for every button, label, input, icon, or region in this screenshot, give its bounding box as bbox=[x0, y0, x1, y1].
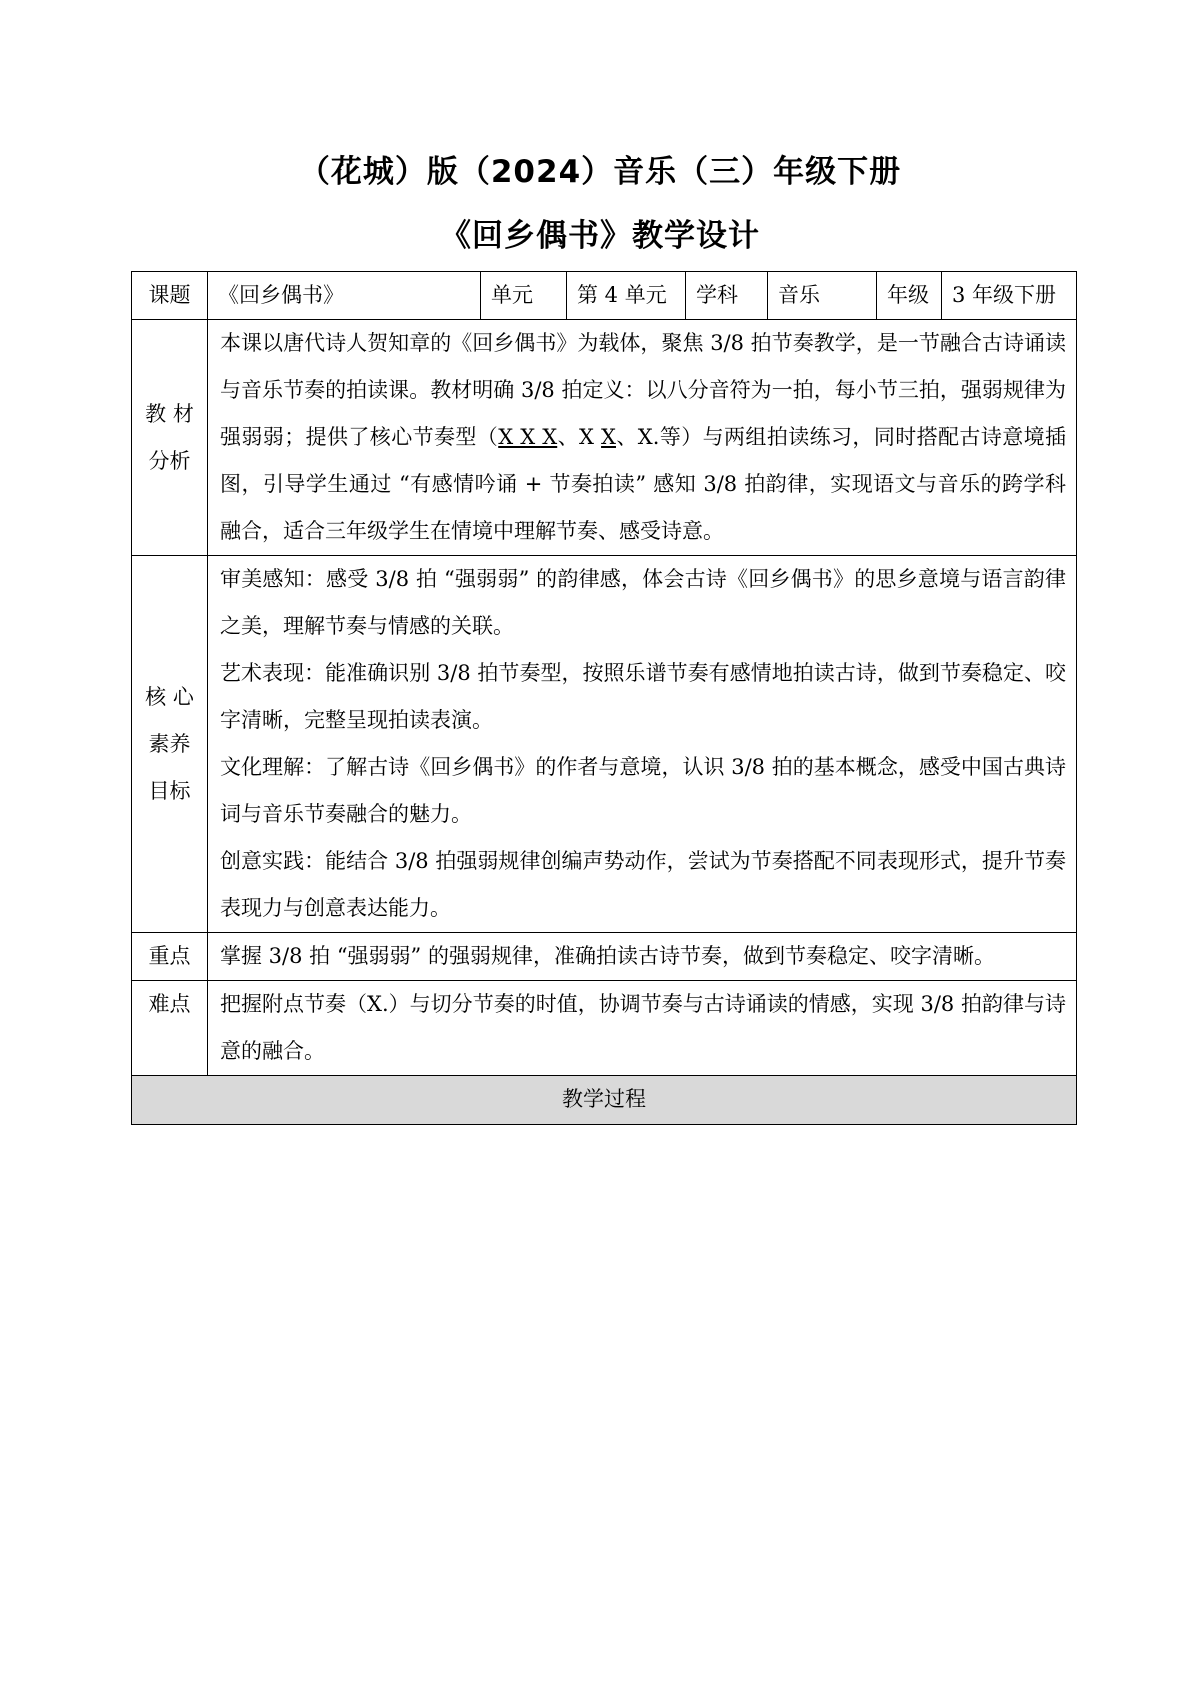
topic-label: 课题 bbox=[132, 272, 208, 320]
key-point-label: 重点 bbox=[132, 933, 208, 981]
goals-label-line3: 目标 bbox=[148, 778, 191, 803]
core-goals-text bbox=[208, 556, 1077, 933]
teaching-process-header: 教学过程 bbox=[132, 1076, 1077, 1125]
subject-label: 学科 bbox=[686, 272, 768, 320]
header-row bbox=[132, 272, 1077, 320]
topic-value: 《回乡偶书》 bbox=[208, 272, 481, 320]
grade-value: 3 年级下册 bbox=[942, 272, 1077, 320]
goal-aesthetic: 审美感知：感受 3/8 拍 “强弱弱” 的韵律感，体会古诗《回乡偶书》的思乡意境与语言韵律之美，理解节奏与情感的关联。 bbox=[220, 567, 1066, 638]
key-point-row bbox=[132, 933, 1077, 981]
document-subtitle: 《回乡偶书》教学设计 bbox=[440, 218, 760, 254]
material-label-line2: 分析 bbox=[148, 448, 191, 473]
unit-value: 第 4 单元 bbox=[567, 272, 686, 320]
material-text-mid: 、X bbox=[557, 425, 602, 449]
grade-label: 年级 bbox=[877, 272, 942, 320]
core-goals-label bbox=[132, 556, 208, 933]
goal-expression: 艺术表现：能准确识别 3/8 拍节奏型，按照乐谱节奏有感情地拍读古诗，做到节奏稳定、咬字清晰，完整呈现拍读表演。 bbox=[220, 661, 1066, 732]
subject-value: 音乐 bbox=[768, 272, 877, 320]
material-label-line1: 教 材 bbox=[145, 401, 194, 426]
key-point-text: 掌握 3/8 拍 “强弱弱” 的强弱规律，准确拍读古诗节奏，做到节奏稳定、咬字清晰。 bbox=[208, 933, 1077, 981]
lesson-design-table bbox=[131, 271, 1077, 1125]
core-goals-row bbox=[132, 556, 1077, 933]
material-text-after: 、X.等）与两组拍读练习，同时搭配古诗意境插图，引导学生通过 “有感情吟诵 + 节奏拍读” 感知 3/8 拍韵律，实现语文与音乐的跨学科融合，适合三年级学生在情境中理解节奏、感受诗意。 bbox=[220, 425, 1067, 543]
difficult-point-text: 把握附点节奏（X.）与切分节奏的时值，协调节奏与古诗诵读的情感，实现 3/8 拍韵律与诗意的融合。 bbox=[208, 981, 1077, 1076]
rhythm-pattern-underlined-2: X bbox=[601, 425, 616, 449]
goals-label-line2: 素养 bbox=[148, 731, 191, 756]
material-analysis-label bbox=[132, 320, 208, 556]
material-analysis-text bbox=[208, 320, 1077, 556]
goal-culture: 文化理解：了解古诗《回乡偶书》的作者与意境，认识 3/8 拍的基本概念，感受中国古典诗词与音乐节奏融合的魅力。 bbox=[220, 755, 1066, 826]
goal-creative: 创意实践：能结合 3/8 拍强弱规律创编声势动作，尝试为节奏搭配不同表现形式，提升节奏表现力与创意表达能力。 bbox=[220, 849, 1066, 920]
rhythm-pattern-underlined-1: X X X bbox=[498, 425, 558, 449]
difficult-point-row bbox=[132, 981, 1077, 1076]
difficult-point-label: 难点 bbox=[132, 981, 208, 1076]
material-analysis-row bbox=[132, 320, 1077, 556]
material-text-before: 本课以唐代诗人贺知章的《回乡偶书》为载体，聚焦 3/8 拍节奏教学，是一节融合古诗诵读与音乐节奏的拍读课。教材明确 3/8 拍定义：以八分音符为一拍，每小节三拍，强弱规律为强弱弱；提供了核心节奏型（ bbox=[220, 331, 1066, 449]
document-title: （花城）版（2024）音乐（三）年级下册 bbox=[298, 154, 902, 190]
teaching-process-row bbox=[132, 1076, 1077, 1125]
unit-label: 单元 bbox=[481, 272, 567, 320]
goals-label-line1: 核 心 bbox=[145, 684, 194, 709]
